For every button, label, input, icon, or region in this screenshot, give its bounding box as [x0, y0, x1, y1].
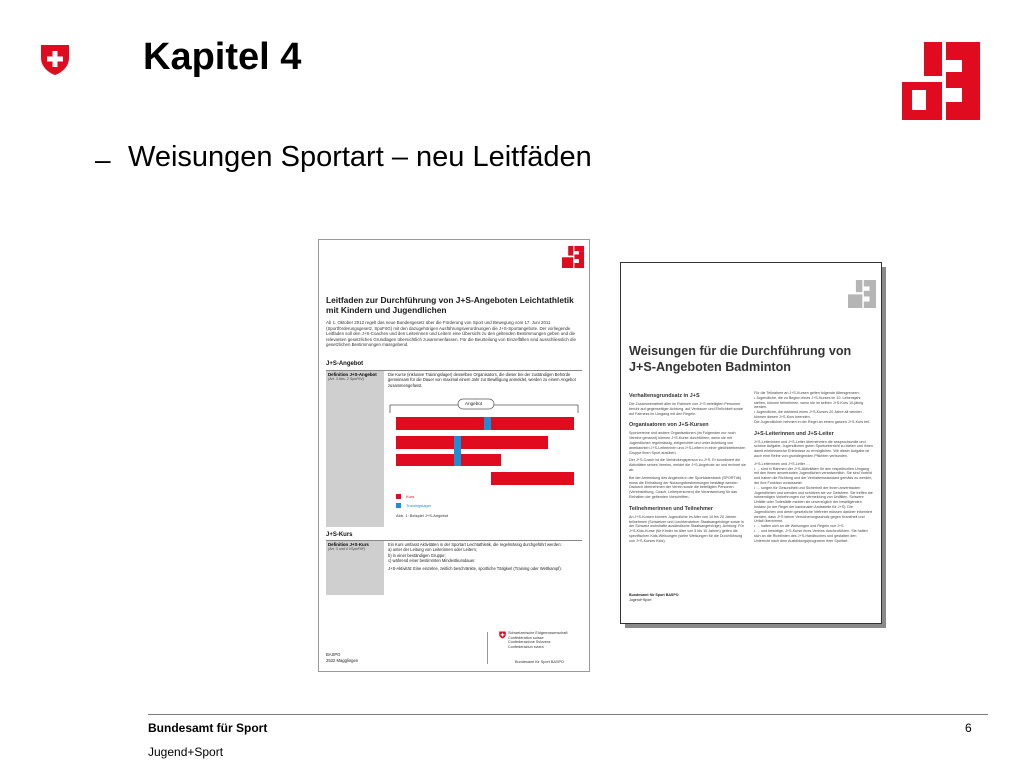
angebot-label: Angebot [465, 401, 483, 406]
doc1-def2-line5: J+S-Aktivität: Eine einzelne, zeitlich beschränkte, sportliche Tätigkeit (Training oder Wettkampf). [388, 566, 562, 572]
footer-organization: Bundesamt für Sport [148, 721, 268, 735]
kurs-bar-5 [491, 472, 574, 485]
swiss-shield-icon [40, 44, 70, 76]
footer-divider [148, 714, 988, 715]
doc1-federal-block [508, 631, 568, 649]
doc2-title: Weisungen für die Durchführung von J+S-Angeboten Badminton [629, 344, 852, 374]
angebot-bracket [388, 395, 580, 415]
doc2-column-right [754, 391, 873, 543]
document-thumbnail-leichtathletik [318, 239, 590, 672]
doc1-section-angebot: J+S-Angebot [326, 361, 364, 367]
page-number: 6 [965, 721, 972, 735]
doc1-section-kurs: J+S-Kurs [326, 532, 353, 538]
doc1-footer-1: BASPO [326, 652, 341, 657]
legend-kurs-swatch [396, 494, 401, 499]
js-logo-small-icon [562, 246, 584, 268]
doc1-title: Leitfaden zur Durchführung von J+S-Angeboten Leichtathletik mit Kindern und Jugendlichen [326, 295, 574, 315]
doc1-def1-ref: (Art. 3 Abs. 2 SpoFöV) [328, 377, 365, 381]
doc1-def2-ref: (Art. 3 und 4 VSpoFöF) [328, 547, 366, 551]
doc1-def2-line2: a) unter der Leitung von Leiterinnen oder Leitern; [388, 547, 477, 553]
doc1-federal-1: Schweizerische Eidgenossenschaft [508, 631, 568, 635]
doc2-rpara-6: J+S-Leiterinnen und J+S-Leiter … [754, 461, 810, 466]
bullet-marker: – [95, 144, 111, 175]
doc2-para-5: An J+S-Kursen können Jugendliche im Alter von 10 bis 20 Jahren teilnehmen (Schweizer und Liechtensteiner Staatsangehörige sowie in der Schweiz wohnhafte ausländische Staatsangehörige). Achtung: Für J+S-Kids-Kurse (für Kinder im Alter von 5 bis 10 Jahren) gelten die spezifischen Kids-Weisungen (siehe Weisungen für die Durchführung von J+S-Kurses Kids). [629, 514, 744, 543]
doc2-rpara-10: • … und bewirtige, J+S-Kurse ihres Vereins durchzuführen. Sie halten sich an die Richtlinien des J+S-Handbuches und gestalten den Unterricht nach dem Ausbildungsprogramm ihrer Sportart. [754, 528, 868, 543]
doc2-heading-3: Teilnehmerinnen und Teilnehmer [629, 505, 713, 512]
doc2-rpara-8: • … sorgen für Gesundheit und Sicherheit der ihnen anvertrauten Jugendlichen und wenden und schützen sie vor Gefahren. Sie treffen die notwendigen Vorkehrungen zur Vermeidung von Unfällen. Schwere Unfälle oder Todesfälle melden sie unverzüglich der bewilligenden Instanz (in der Regel der kantonalen Amtsstelle für J+S). Die Jugendlichen und deren gesetzliche Vertreter müssen darüber informiert werden, dass J+S keiner Versicherungsschutz gegen Krankheit und Unfall übernimmt. [754, 485, 873, 524]
js-logo-grey-icon [848, 280, 876, 308]
doc1-federal-office: Bundesamt für Sport BASPO [515, 660, 564, 664]
doc1-def2-line3: b) in einer beständigen Gruppe; [388, 552, 446, 558]
doc2-column-left [629, 391, 747, 544]
doc2-rpara-3: • Jugendliche, die während eines J+S-Kurses 20 Jahre alt werden, können diesen J+S-Kurs beenden. [754, 410, 863, 419]
legend-lager-swatch [396, 503, 401, 508]
doc2-para-4: Bei der Anmeldung des Angebots in der Sportdatenbank (SPORTdb) muss die Einhaltung der Nutzungsbestimmungen bestätigt werden. Dadurch übernehmen der Verein sowie die beteiligten Personen (Vereinsleitung, Coach, Leiterpersonen) die Verantwortung für das Einhalten der geltenden Vorschriften. [629, 475, 742, 499]
doc1-caption: Abb. 1: Beispiel J+S-Angebot [396, 513, 449, 518]
doc1-def2-cell [326, 541, 384, 595]
doc2-para-3: Der J+S-Coach ist die Verbindungsperson zu J+S. Er koordiniert die Aktivitäten seines Vereins, meldet die J+S-Angebote an und rechnet sie ab. [629, 458, 746, 472]
doc1-def2-line4: c) während einer bestimmten Mindestkursdauer. [388, 557, 476, 563]
doc2-rheading-1: J+S-Leiterinnen und J+S-Leiter [754, 430, 834, 437]
doc1-footer-divider [487, 632, 488, 664]
legend-lager-label: Trainingslager [406, 503, 432, 508]
doc2-footer-2: Jugend+Sport [629, 597, 652, 602]
legend-kurs-label: Kurs [406, 494, 415, 499]
doc2-rpara-9: • … halten sich an die Weisungen und Regeln von J+S. [754, 524, 845, 529]
doc2-rpara-2: • Jugendliche, die zu Beginn eines J+S-Kurses im 10. Lebensjahr stehen, können teilnehmen, wenn sie im selben J+S-Kurs 10-jährig werden. [754, 395, 864, 410]
doc2-footer [629, 593, 679, 602]
doc2-para-2: Sportvereine und andere Organisationen (im Folgenden nur noch Vereine genannt) können J+S-Kurse durchführen, wenn sie mit Jugendlichen regelmässig, zielgerichtet und unter Anleitung von anerkannten J+S-Leiterinnen und J+S-Leitern in einer gleichbleibenden Gruppe ihren Sport ausüben. [629, 431, 746, 455]
doc2-rpara-4: Die Jugendlichen nehmen in der Regel an einem ganzen J+S-Kurs teil. [754, 419, 870, 424]
doc1-def1-cell [326, 371, 384, 527]
doc1-def2-label: Definition J+S-Kurs [328, 542, 369, 547]
kurs-bar-4 [461, 454, 501, 466]
document-thumbnail-badminton [620, 262, 882, 624]
doc2-rpara-5: J+S-Leiterinnen und J+S-Leiter übernehmen die anspruchsvolle und schöne Aufgabe, Jugendlichen guten Sportunterricht zu bieten und ihnen damit erlebnisreiche Erlebnisse zu ermöglichen. Wir dieser Aufgabe ist auch eine Reihe von grundlegenden Pflichten verbunden. [754, 439, 873, 458]
doc1-def1-text: Die Kurse (inklusive Trainingslager) desselben Organisators, die dieser bei der zuständigen Behörde gemeinsam für die Dauer von maximal einem Jahr zur Bewilligung anmeldet, werden zu einem Angebot zusammengefasst. [388, 372, 576, 388]
doc2-rpara-7: • … sind in Rahmen der J+S-Aktivitäten für den respektvollen Umgang mit den ihnen anvertrauten Jugendlichen verantwortlich. Sie sind Vorbild und haben die Richtung und der Verhaltensstandard gemäss zu werden, der ihre Funktion voraussetzt. [754, 466, 873, 485]
doc1-table-angebot [326, 370, 582, 527]
doc2-para-1: Die Zusammenarbeit aller im Rahmen von J+S beteiligten Personen beruht auf gegenseitiger Achtung, auf Vertrauen und Ehrlichkeit sowie auf Fairness im Umgang mit den Regeln. [629, 402, 743, 416]
doc1-intro: Ab 1. Oktober 2012 regelt das neue Bundesgesetz über die Förderung von Sport und Bewegung vom 17. Juni 2011 (Sportförderungsgesetz, SpoFöG) mit den dazugehörigen Ausführungsverordnungen die J+S-Sportangebote. Der vorliegende Leitfaden soll den J+S-Coaches und den Leiterinnen und Leitern eine Übersicht zu den geltenden Bestimmungen geben und die relevanten gesetzlichen Grundlagen übersichtlich zusammenfassen. Für die Beurteilung von Einzelfällen sind ausschliesslich die gesetzlichen Bestimmungen massgebend. [326, 320, 576, 348]
kurs-bar-2 [396, 436, 548, 449]
doc1-federal-3: Confederazione Svizzera [508, 640, 551, 645]
doc1-table-kurs [326, 540, 582, 595]
doc1-def2-line1: Ein Kurs umfasst Aktivitäten in der Sportart Leichtathletik, die regelmässig durchgeführt werden: [388, 542, 562, 547]
doc2-footer-1: Bundesamt für Sport BASPO [629, 593, 679, 597]
doc1-def2-text [388, 542, 580, 571]
doc2-rpara-1: Für die Teilnahme an J+S-Kursen gelten folgende Altersgrenzen: [754, 391, 860, 395]
doc1-footer [326, 652, 358, 663]
lager-bar-1 [484, 417, 491, 430]
slide-title: Kapitel 4 [143, 36, 302, 78]
swiss-shield-small-icon [499, 631, 506, 639]
kurs-bar-3 [396, 454, 454, 466]
lager-bar-2 [454, 436, 461, 466]
doc1-federal-2: Confédération suisse [508, 635, 544, 640]
bullet-text: Weisungen Sportart – neu Leitfäden [128, 141, 592, 173]
doc1-federal-4: Confederaziun svizra [508, 644, 544, 649]
doc1-footer-2: 2532 Magglingen [326, 657, 359, 663]
doc1-def1-label: Definition J+S-Angebot [328, 372, 377, 377]
footer-subtitle: Jugend+Sport [148, 745, 224, 759]
js-logo-icon [902, 42, 980, 120]
doc2-heading-1: Verhaltensgrundsatz in J+S [629, 393, 700, 399]
doc2-heading-2: Organisatoren von J+S-Kursen [629, 422, 709, 429]
